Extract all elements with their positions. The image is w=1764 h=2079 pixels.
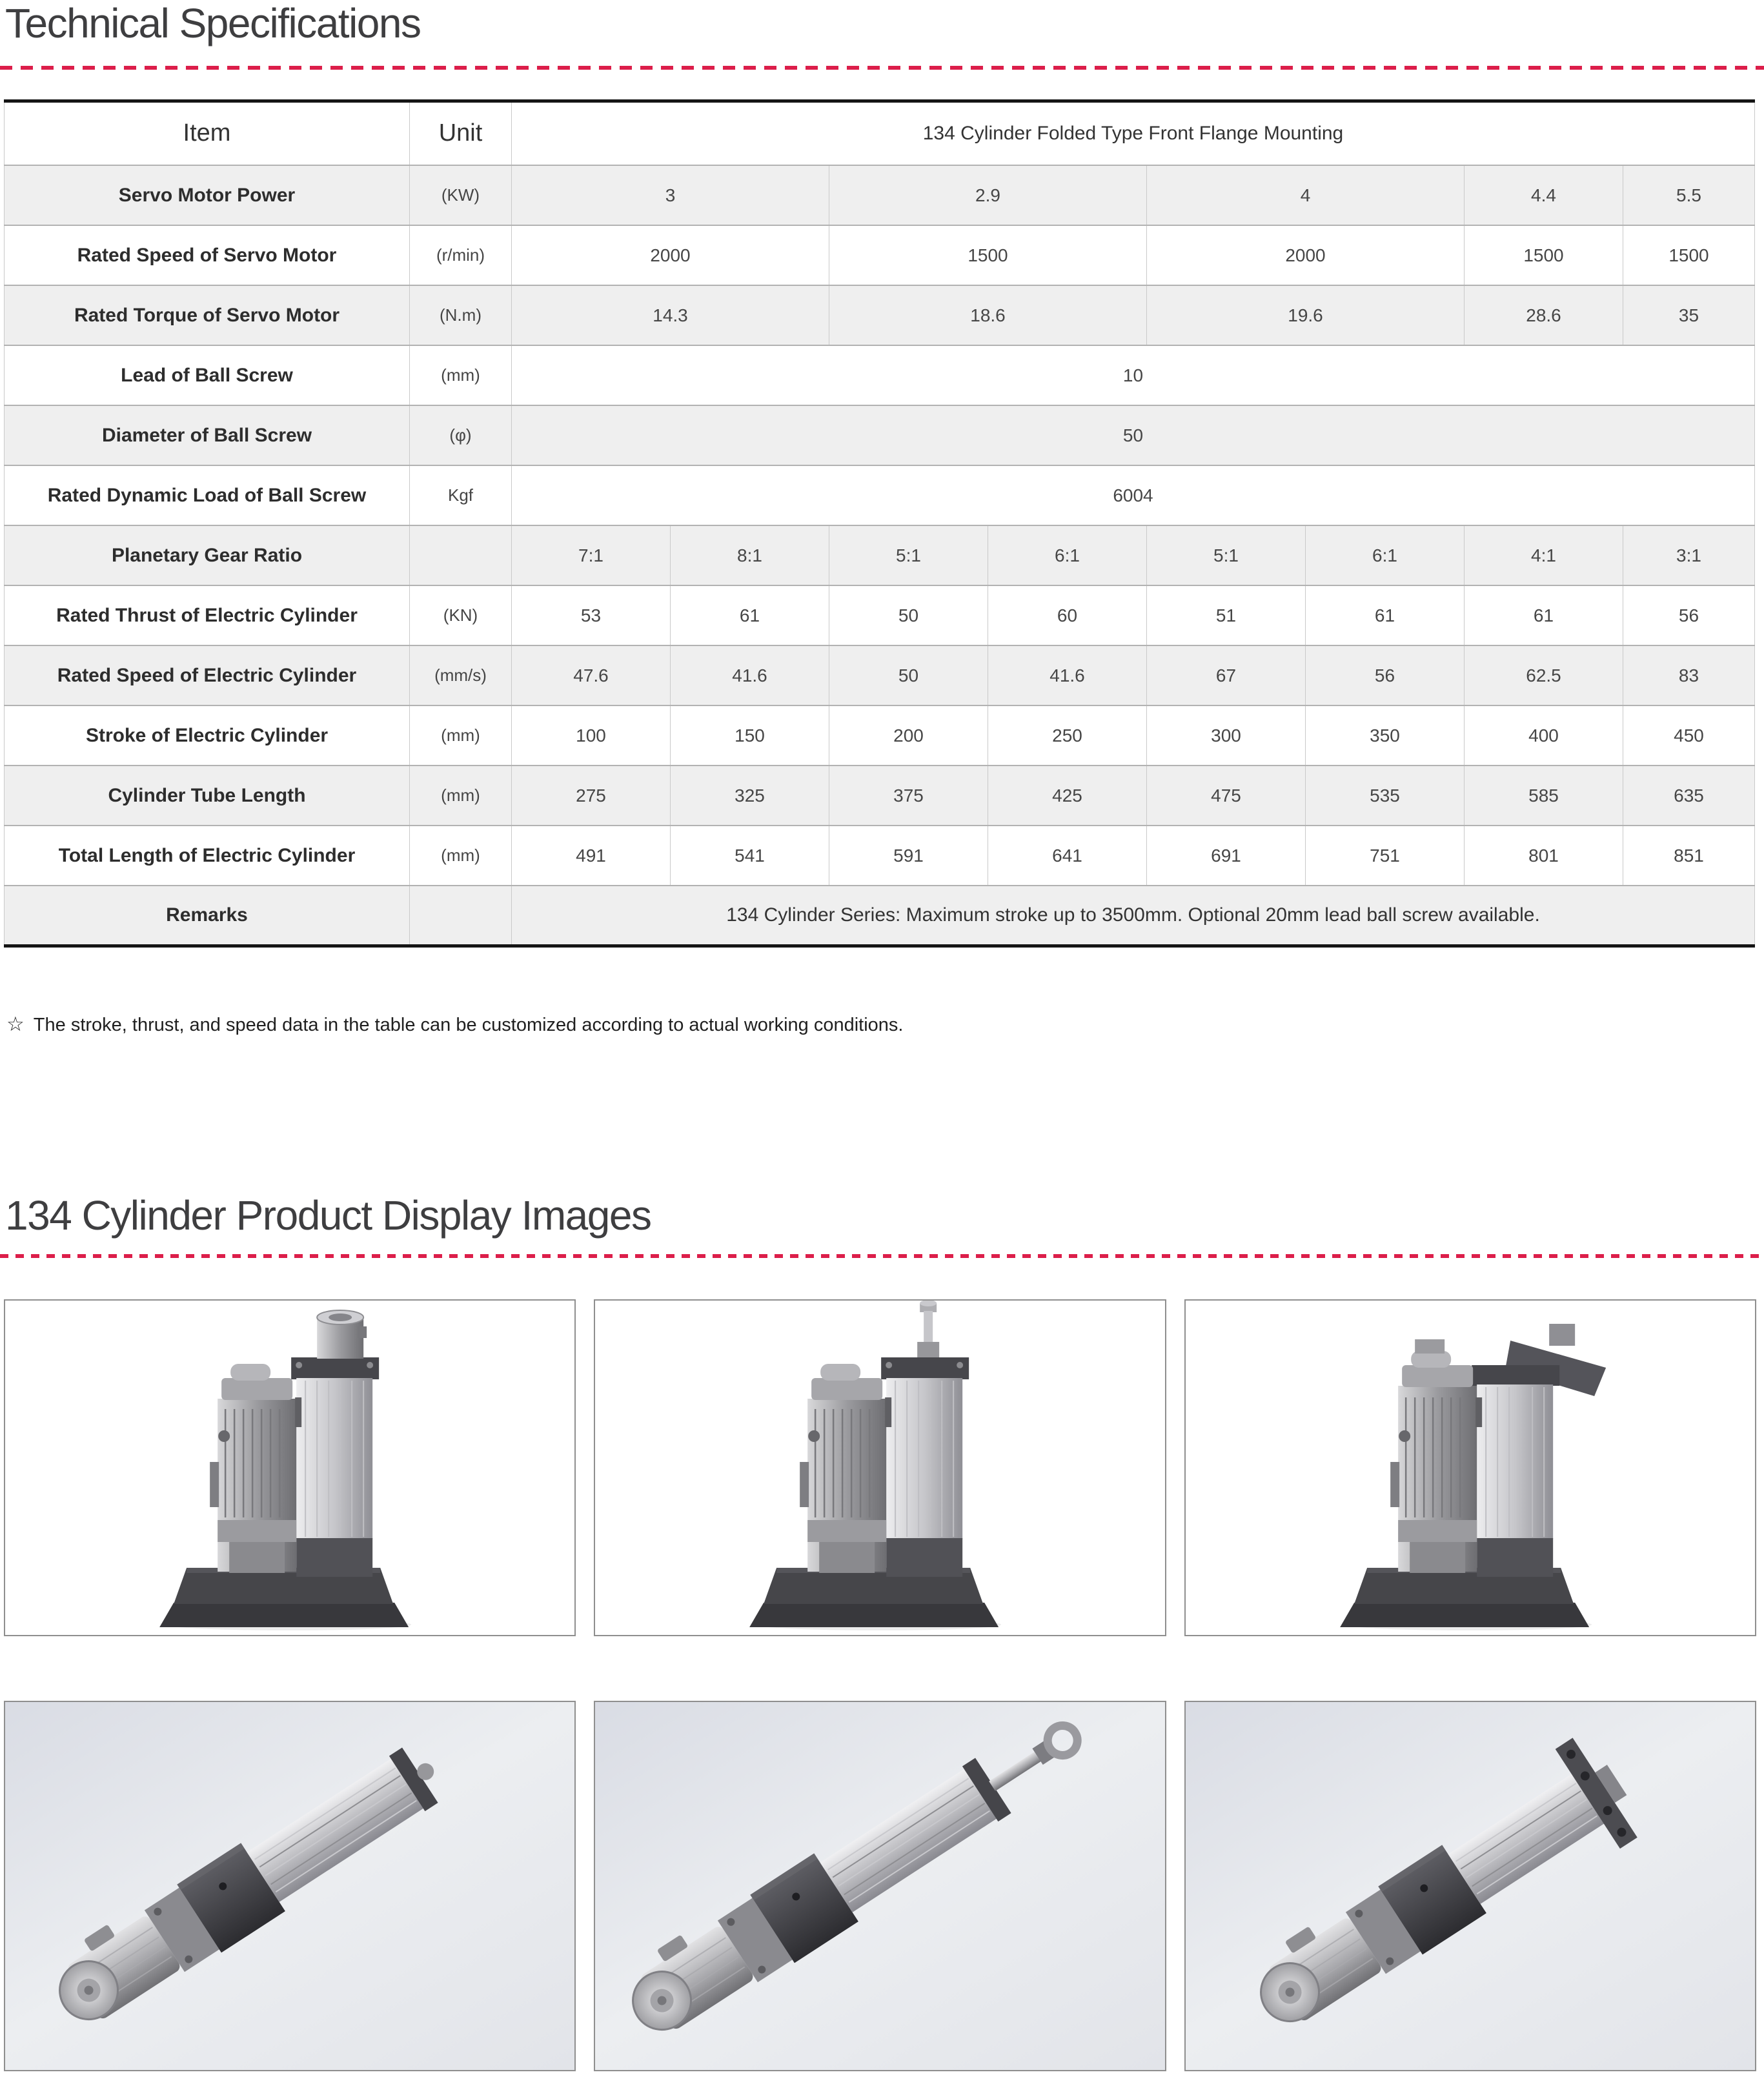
spec-value: 4 [1147, 165, 1465, 225]
spec-value: 851 [1623, 826, 1755, 886]
spec-value: 250 [988, 705, 1147, 766]
row-label: Rated Speed of Electric Cylinder [5, 645, 410, 705]
spec-value: 585 [1465, 766, 1623, 826]
spec-value: 50 [829, 645, 988, 705]
spec-value: 56 [1306, 645, 1465, 705]
spec-value: 5.5 [1623, 165, 1755, 225]
product-image-panel-3 [1184, 1299, 1756, 1636]
spec-value: 18.6 [829, 285, 1147, 345]
page-title: Technical Specifications [5, 0, 421, 46]
row-label: Lead of Ball Screw [5, 345, 410, 405]
spec-row-total-length [5, 826, 1755, 886]
cylinder-diagonal-illustration-2 [595, 1702, 1164, 2070]
product-image-panel-5 [594, 1701, 1166, 2071]
spec-row-rated-speed-servo-motor [5, 225, 1755, 285]
row-unit [410, 525, 512, 585]
row-unit: (mm/s) [410, 645, 512, 705]
spec-value: 491 [512, 826, 671, 886]
spec-value: 50 [512, 405, 1755, 465]
row-unit: (r/min) [410, 225, 512, 285]
spec-value: 53 [512, 585, 671, 645]
row-unit: (mm) [410, 705, 512, 766]
cylinder-vertical-illustration-2 [595, 1301, 1164, 1635]
spec-value: 3 [512, 165, 829, 225]
spec-value: 14.3 [512, 285, 829, 345]
spec-value: 1500 [1465, 225, 1623, 285]
table-header-row [5, 101, 1755, 165]
product-image-panel-4 [4, 1701, 576, 2071]
note-text: The stroke, thrust, and speed data in the table can be customized according to actual working conditions. [33, 1014, 904, 1035]
spec-value: 41.6 [671, 645, 829, 705]
row-unit [410, 886, 512, 946]
row-unit: Kgf [410, 465, 512, 525]
spec-value: 450 [1623, 705, 1755, 766]
cylinder-diagonal-illustration-1 [5, 1702, 574, 2070]
spec-value: 4.4 [1465, 165, 1623, 225]
spec-value: 83 [1623, 645, 1755, 705]
row-label: Diameter of Ball Screw [5, 405, 410, 465]
spec-value: 51 [1147, 585, 1306, 645]
col-header-unit: Unit [410, 101, 512, 165]
row-unit: (mm) [410, 826, 512, 886]
row-label: Total Length of Electric Cylinder [5, 826, 410, 886]
product-image-panel-1 [4, 1299, 576, 1636]
spec-value: 3:1 [1623, 525, 1755, 585]
spec-value: 100 [512, 705, 671, 766]
spec-value: 62.5 [1465, 645, 1623, 705]
spec-value: 6:1 [988, 525, 1147, 585]
spec-table [4, 99, 1755, 948]
spec-value: 67 [1147, 645, 1306, 705]
spec-value: 10 [512, 345, 1755, 405]
row-label: Rated Dynamic Load of Ball Screw [5, 465, 410, 525]
spec-row-rated-thrust [5, 585, 1755, 645]
spec-value: 150 [671, 705, 829, 766]
spec-value: 50 [829, 585, 988, 645]
spec-value: 535 [1306, 766, 1465, 826]
spec-value: 591 [829, 826, 988, 886]
spec-value: 5:1 [829, 525, 988, 585]
row-unit: (N.m) [410, 285, 512, 345]
row-unit: (KN) [410, 585, 512, 645]
row-label: Stroke of Electric Cylinder [5, 705, 410, 766]
spec-value: 35 [1623, 285, 1755, 345]
spec-row-servo-motor-power [5, 165, 1755, 225]
cylinder-diagonal-illustration-3 [1186, 1702, 1755, 2070]
spec-value: 2000 [1147, 225, 1465, 285]
spec-value: 56 [1623, 585, 1755, 645]
spec-row-planetary-gear-ratio [5, 525, 1755, 585]
row-label: Cylinder Tube Length [5, 766, 410, 826]
spec-value: 8:1 [671, 525, 829, 585]
spec-value: 200 [829, 705, 988, 766]
spec-value: 61 [671, 585, 829, 645]
row-unit: (mm) [410, 345, 512, 405]
spec-value: 4:1 [1465, 525, 1623, 585]
section-divider [0, 1254, 1764, 1258]
spec-row-lead-of-ball-screw [5, 345, 1755, 405]
spec-value: 325 [671, 766, 829, 826]
spec-value: 5:1 [1147, 525, 1306, 585]
row-unit: (φ) [410, 405, 512, 465]
cylinder-vertical-illustration-1 [5, 1301, 574, 1635]
spec-value: 1500 [829, 225, 1147, 285]
spec-value: 19.6 [1147, 285, 1465, 345]
spec-value: 2000 [512, 225, 829, 285]
spec-row-rated-speed-cylinder [5, 645, 1755, 705]
row-label: Remarks [5, 886, 410, 946]
spec-row-stroke [5, 705, 1755, 766]
spec-value: 2.9 [829, 165, 1147, 225]
star-icon: ☆ [6, 1012, 25, 1035]
spec-value: 6:1 [1306, 525, 1465, 585]
row-label: Rated Torque of Servo Motor [5, 285, 410, 345]
remarks-text: 134 Cylinder Series: Maximum stroke up to 3500mm. Optional 20mm lead ball screw available. [512, 886, 1755, 946]
spec-value: 6004 [512, 465, 1755, 525]
spec-row-rated-torque-servo-motor [5, 285, 1755, 345]
spec-value: 541 [671, 826, 829, 886]
spec-value: 425 [988, 766, 1147, 826]
spec-value: 475 [1147, 766, 1306, 826]
col-header-item: Item [5, 101, 410, 165]
product-image-gallery [4, 1299, 1756, 2071]
customization-note [6, 1012, 1764, 1037]
specs-section-header [0, 0, 1764, 70]
spec-value: 60 [988, 585, 1147, 645]
spec-value: 28.6 [1465, 285, 1623, 345]
row-unit: (KW) [410, 165, 512, 225]
spec-value: 751 [1306, 826, 1465, 886]
col-header-product: 134 Cylinder Folded Type Front Flange Mounting [512, 101, 1755, 165]
row-label: Servo Motor Power [5, 165, 410, 225]
spec-value: 300 [1147, 705, 1306, 766]
spec-value: 275 [512, 766, 671, 826]
spec-value: 61 [1306, 585, 1465, 645]
spec-value: 41.6 [988, 645, 1147, 705]
gallery-title: 134 Cylinder Product Display Images [5, 1192, 651, 1239]
spec-value: 350 [1306, 705, 1465, 766]
row-unit: (mm) [410, 766, 512, 826]
spec-value: 47.6 [512, 645, 671, 705]
product-image-panel-6 [1184, 1701, 1756, 2071]
spec-value: 375 [829, 766, 988, 826]
row-label: Planetary Gear Ratio [5, 525, 410, 585]
spec-value: 61 [1465, 585, 1623, 645]
spec-row-diameter-of-ball-screw [5, 405, 1755, 465]
spec-value: 691 [1147, 826, 1306, 886]
spec-row-cylinder-tube-length [5, 766, 1755, 826]
spec-value: 400 [1465, 705, 1623, 766]
spec-row-rated-dynamic-load [5, 465, 1755, 525]
spec-row-remarks [5, 886, 1755, 946]
spec-value: 7:1 [512, 525, 671, 585]
spec-value: 801 [1465, 826, 1623, 886]
spec-value: 641 [988, 826, 1147, 886]
section-divider [0, 66, 1764, 70]
cylinder-vertical-illustration-3 [1186, 1301, 1755, 1635]
spec-value: 1500 [1623, 225, 1755, 285]
row-label: Rated Speed of Servo Motor [5, 225, 410, 285]
product-image-panel-2 [594, 1299, 1166, 1636]
row-label: Rated Thrust of Electric Cylinder [5, 585, 410, 645]
spec-value: 635 [1623, 766, 1755, 826]
